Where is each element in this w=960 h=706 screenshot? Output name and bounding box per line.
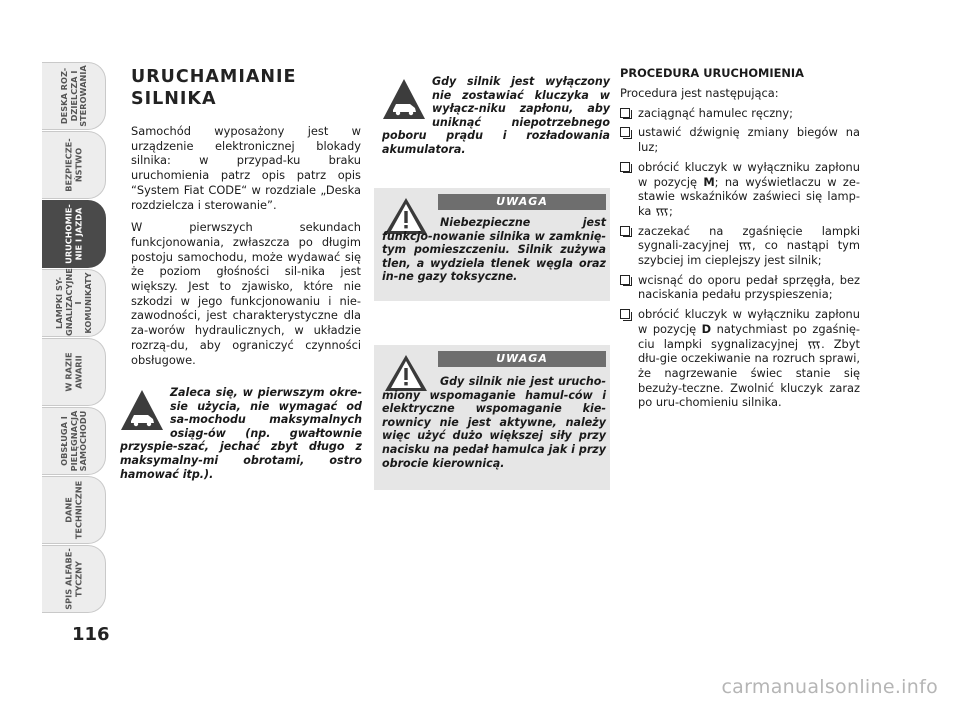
- list-item: obrócić kluczyk w wyłączniku zapłonu w pozycję D natychmiast po zgaśnię-ciu lampki sygnalizacyjnej . Zbyt dłu-gie oczekiwanie na rozruch sprawi, że nagrzewanie świec stanie się bezuży-teczne. Zwolnić kluczyk zaraz po uru-chomieniu silnika.: [620, 307, 860, 410]
- section-title-line2: SILNIKA: [131, 89, 217, 109]
- tab-spis-alfabetyczny[interactable]: [42, 545, 106, 613]
- key-position-m: M: [703, 174, 715, 189]
- note-run-in: [120, 386, 362, 481]
- warning-box-brakes: [374, 345, 610, 490]
- note-key: [382, 75, 610, 157]
- checkbox-bullet-icon: [620, 108, 630, 118]
- checkbox-bullet-icon: [620, 162, 630, 172]
- glow-plug-icon: [738, 241, 752, 250]
- list-item: obrócić kluczyk w wyłączniku zapłonu w pozycję M; na wyświetlaczu w ze-stawie wskaźników zaświeci się lamp-ka ;: [620, 160, 860, 219]
- tab-deska-rozdzielcza[interactable]: [42, 62, 106, 130]
- note-run-in-text: Zaleca się, w pierwszym okre-sie użycia, nie wymagać od sa-mochodu maksymalnych osiąg-ów (np. gwałtownie przyspie-szać, jechać zbyt długo z maksymalny-mi obrotami, ostro hamować itp.).: [120, 386, 362, 481]
- tab-label: LAMPKI SY- GNALIZACYJNE I KOMUNIKATY: [53, 268, 92, 336]
- warning-text-toxic: Niebezpieczne jest funkcjo-nowanie silnika w zamknię-tym pomieszczeniu. Silnik zużywa tlen, a wydziela tlenek węgla oraz in-ne gazy toksyczne.: [382, 216, 606, 284]
- tab-label: DESKA ROZ- DZIELCZA I STEROWANIA: [58, 65, 88, 127]
- section-title-line1: URUCHAMIANIE: [131, 67, 297, 87]
- procedure-steps: [620, 106, 860, 410]
- list-item: zaciągnąć hamulec ręczny;: [620, 106, 860, 121]
- tab-dane-techniczne[interactable]: [42, 476, 106, 544]
- glow-plug-icon: [807, 340, 821, 349]
- list-item: ustawić dźwignię zmiany biegów na luz;: [620, 125, 860, 154]
- list-item: zaczekać na zgaśnięcie lampki sygnali-zacyjnej , co nastąpi tym szybciej im cieplejszy jest silnik;: [620, 224, 860, 268]
- list-item: wcisnąć do oporu pedał sprzęgła, bez naciskania pedału przyspieszenia;: [620, 273, 860, 302]
- glow-plug-icon: [655, 207, 669, 216]
- paragraph-immobilizer: Samochód wyposażony jest w urządzenie elektronicznej blokady silnika: w przypad-ku braku uruchomienia patrz opis patrz opis “System Fiat CODE“ w rozdziale „Deska rozdzielcza i sterowanie”.: [131, 124, 361, 212]
- page-number: 116: [72, 624, 110, 645]
- procedure-intro: Procedura jest następująca:: [620, 86, 779, 100]
- tab-label: OBSŁUGA I PIELĘGNACJA SAMOCHODU: [58, 410, 88, 472]
- tab-w-razie-awarii[interactable]: [42, 338, 106, 406]
- checkbox-bullet-icon: [620, 226, 630, 236]
- main-column: [131, 66, 361, 375]
- key-position-d: D: [701, 321, 712, 336]
- car-warning-icon: [382, 77, 426, 121]
- chapter-tabs: [42, 62, 108, 614]
- tab-label: DANE TECHNICZNE: [63, 480, 83, 540]
- tab-label: SPIS ALFABE- TYCZNY: [63, 548, 83, 610]
- tab-label: URUCHOMIE- NIE I JAZDA: [63, 204, 83, 264]
- warning-header: UWAGA: [438, 351, 606, 367]
- tab-lampki-sygnalizacyjne[interactable]: [42, 269, 106, 337]
- warning-box-toxic: [374, 188, 610, 301]
- checkbox-bullet-icon: [620, 309, 630, 319]
- procedure-column: [620, 66, 860, 415]
- procedure-title: PROCEDURA URUCHOMIENIA: [620, 66, 804, 80]
- checkbox-bullet-icon: [620, 127, 630, 137]
- tab-label: W RAZIE AWARII: [63, 352, 83, 392]
- paragraph-engine-noise: W pierwszych sekundach funkcjonowania, zwłaszcza po długim postoju samochodu, może wydawać się że poziom głośności sil-nika jest większy. Jest to zjawisko, które nie szkodzi w jego funkcjonowaniu i nie-zawodności, jest charakterystyczne dla za-worów hydraulicznych, w układzie rozrzą-du, aby ograniczyć czynności obsługowe.: [131, 220, 361, 367]
- section-title: [131, 66, 361, 110]
- warning-header: UWAGA: [438, 194, 606, 210]
- tab-label: BEZPIECZE- ŃSTWO: [63, 138, 83, 192]
- warning-text-brakes: Gdy silnik nie jest urucho-miony wspomaganie hamul-ców i elektryczne wspomaganie kie-rownicy nie jest aktywne, należy więc użyć dużo większej siły przy nacisku na pedał hamulca jak i przy obrocie kierownicą.: [382, 375, 606, 470]
- car-warning-icon: [120, 388, 164, 432]
- tab-uruchomienie-i-jazda[interactable]: [42, 200, 106, 268]
- watermark[interactable]: carmanualsonline.info: [721, 676, 938, 698]
- tab-bezpieczenstwo[interactable]: [42, 131, 106, 199]
- checkbox-bullet-icon: [620, 275, 630, 285]
- note-key-text: Gdy silnik jest wyłączony nie zostawiać kluczyka w wyłącz-niku zapłonu, aby uniknąć niepotrzebnego poboru prądu i rozładowania akumulatora.: [382, 75, 610, 156]
- tab-obsluga-i-pielegnacja[interactable]: [42, 407, 106, 475]
